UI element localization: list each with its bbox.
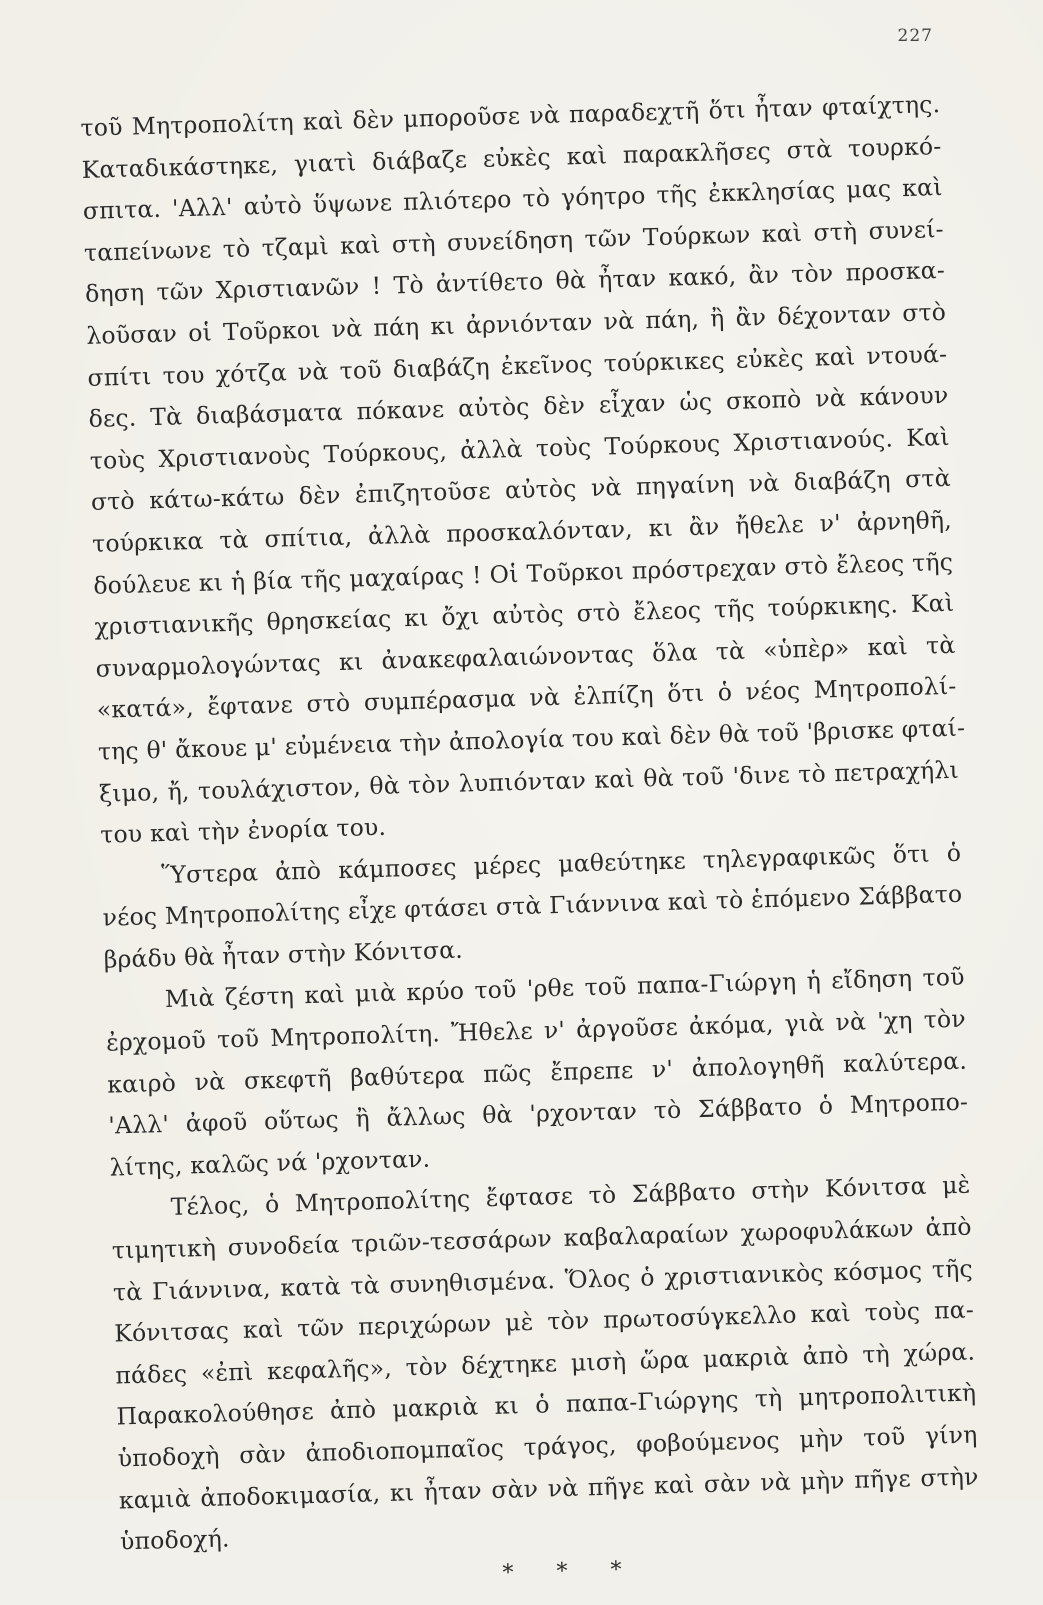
text-line: ταπείνωνε τὸ τζαμὶ καὶ στὴ συνείδηση τῶν Τούρκων καὶ στὴ συνεί- [83,214,945,267]
text-line: καιρὸ νὰ σκεφτῆ βαθύτερα πῶς ἔπρεπε ν' ἀπολογηθῆ καλύτερα. [106,1046,968,1099]
text-line: τιμητικὴ συνοδεία τριῶν-τεσσάρων καβαλαραίων χωροφυλάκων ἀπὸ [111,1212,972,1265]
text-line: Ὕστερα ἀπὸ κάμποσες μέρες μαθεύτηκε τηλεγραφικῶς ὅτι ὁ [161,838,962,889]
text-line: τοὺς Χριστιανοὺς Τούρκους, ἀλλὰ τοὺς Τούρκους Χριστιανούς. Καὶ [89,422,950,475]
text-line: του καὶ τὴν ἐνορία του. [99,812,387,849]
text-line: δούλευε κι ἡ βία τῆς μαχαίρας ! Οἱ Τοῦρκοι πρόστρεχαν στὸ ἔλεος τῆς [92,547,954,600]
text-line: Τέλος, ὁ Μητροπολίτης ἔφτασε τὸ Σάββατο στὴν Κόνιτσα μὲ [170,1171,971,1222]
text-line: νέος Μητροπολίτης εἶχε φτάσει στὰ Γιάννινα καὶ τὸ ἑπόμενο Σάββατο [102,879,963,932]
text-line: «κατά», ἔφτανε στὸ συμπέρασμα νὰ ἐλπίζη ὅτι ὁ νέος Μητροπολί- [96,672,957,725]
page-number: 227 [897,26,933,46]
section-break-ornament: * * * [502,1556,640,1586]
text-line: 'Αλλ' ἀφοῦ οὕτως ἢ ἄλλως θὰ 'ρχονταν τὸ Σάββατο ὁ Μητροπο- [108,1087,969,1140]
text-line: σπιτα. 'Αλλ' αὐτὸ ὕψωνε πλιότερο τὸ γόητρο τῆς ἐκκλησίας μας καὶ [82,173,943,226]
text-line: συναρμολογώντας κι ἀνακεφαλαιώνοντας ὅλα τὰ «ὑπὲρ» καὶ τὰ [95,630,956,683]
text-line: Κόνιτσας καὶ τῶν περιχώρων μὲ τὸν πρωτοσύγκελλο καὶ τοὺς πα- [113,1295,975,1348]
text-line: τούρκικα τὰ σπίτια, ἀλλὰ προσκαλόνταν, κι ἂν ἤθελε ν' ἀρνηθῆ, [91,505,953,558]
text-line: δηση τῶν Χριστιανῶν ! Τὸ ἀντίθετο θὰ ἦταν κακό, ἂν τὸν προσκα- [84,256,946,309]
text-line: καμιὰ ἀποδοκιμασία, κι ἦταν σὰν νὰ πῆγε καὶ σὰν νὰ μὴν πῆγε στὴν [118,1462,979,1515]
text-line: δες. Τὰ διαβάσματα πόκανε αὐτὸς δὲν εἶχαν ὡς σκοπὸ νὰ κάνουν [88,381,949,434]
text-line: τοῦ Μητροπολίτη καὶ δὲν μποροῦσε νὰ παραδεχτῆ ὅτι ἦταν φταίχτης. [80,89,941,142]
text-line: Μιὰ ζέστη καὶ μιὰ κρύο τοῦ 'ρθε τοῦ παπα-Γιώργη ἡ εἴδηση τοῦ [164,963,966,1014]
text-line: στὸ κάτω-κάτω δὲν ἐπιζητοῦσε αὐτὸς νὰ πηγαίνη νὰ διαβάζη στὰ [90,464,952,517]
text-line: ὑποδοχή. [119,1524,230,1556]
text-line: σπίτι του χότζα νὰ τοῦ διαβάζη ἐκεῖνος τούρκικες εὐκὲς καὶ ντουά- [87,339,948,392]
text-line: Παρακολούθησε ἀπὸ μακριὰ κι ὁ παπα-Γιώργης τὴ μητροπολιτικὴ [116,1378,977,1431]
text-line: ἐρχομοῦ τοῦ Μητροπολίτη. Ἤθελε ν' ἀργοῦσε ἀκόμα, γιὰ νὰ 'χη τὸν [105,1004,967,1057]
text-line: πάδες «ἐπὶ κεφαλῆς», τὸν δέχτηκε μισὴ ὥρα μακριὰ ἀπὸ τὴ χώρα. [115,1337,976,1390]
text-line: της θ' ἄκουε μ' εὐμένεια τὴν ἀπολογία του καὶ δὲν θὰ τοῦ 'βρισκε φταί- [97,713,966,766]
text-line: βράδυ θὰ ἦταν στὴν Κόνιτσα. [103,935,464,974]
text-line: ὑποδοχὴ σὰν ἀποδιοπομπαῖος τράγος, φοβούμενος μὴν τοῦ γίνη [117,1420,978,1473]
text-line: Καταδικάστηκε, γιατὶ διάβαζε εὐκὲς καὶ παρακλῆσες στὰ τουρκό- [81,131,942,184]
text-line: χριστιανικῆς θρησκείας κι ὄχι αὐτὸς στὸ ἔλεος τῆς τούρκικης. Καὶ [94,588,955,641]
text-line: τὰ Γιάννινα, κατὰ τὰ συνηθισμένα. Ὅλος ὁ χριστιανικὸς κόσμος τῆς [112,1254,974,1307]
text-line: ξιμο, ἤ, τουλάχιστον, θὰ τὸν λυπιόνταν καὶ θὰ τοῦ 'δινε τὸ πετραχήλι [98,755,960,808]
text-line: λοῦσαν οἱ Τοῦρκοι νὰ πάη κι ἀρνιόνταν νὰ πάη, ἢ ἂν δέχονταν στὸ [85,297,947,350]
text-line: λίτης, καλῶς νά 'ρχονταν. [109,1144,431,1182]
body-text [80,84,981,1605]
